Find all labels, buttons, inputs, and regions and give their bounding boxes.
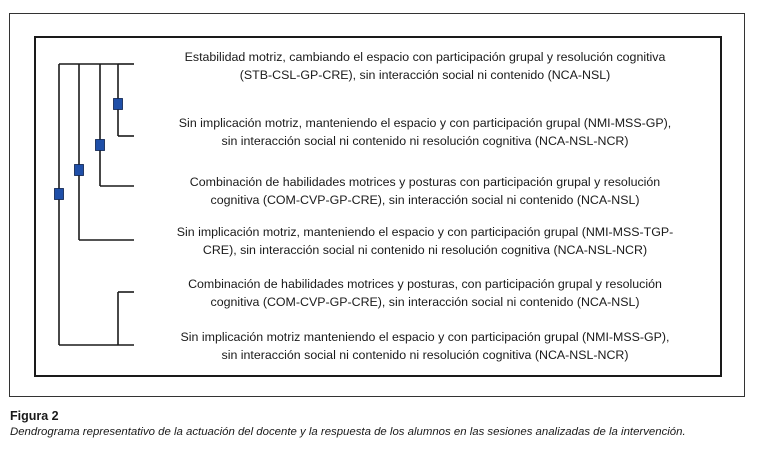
- leaf-label-6: [140, 328, 710, 364]
- leaf-label-4: [140, 223, 710, 259]
- leaf-label-3: [140, 173, 710, 209]
- leaf-label-6-line1: Sin implicación motriz manteniendo el espacio y con participación grupal (NMI-MSS-GP),: [180, 330, 670, 344]
- leaf-label-5-line1: Combinación de habilidades motrices y posturas, con participación grupal y resolución: [188, 277, 662, 291]
- leaf-label-1-line1: Estabilidad motriz, cambiando el espacio con participación grupal y resolución cognitiva: [184, 50, 666, 64]
- leaf-label-2-line2: sin interacción social ni contenido ni resolución cognitiva (NCA-NSL-NCR): [221, 134, 629, 148]
- leaf-label-3-line2: cognitiva (COM-CVP-GP-CRE), sin interacción social ni contenido (NCA-NSL): [210, 193, 640, 207]
- leaf-label-2-line1: Sin implicación motriz, manteniendo el espacio y con participación grupal (NMI-MSS-GP),: [178, 116, 672, 130]
- node-marker-4: [55, 189, 64, 200]
- leaf-label-1: [140, 48, 710, 84]
- leaf-label-2: [140, 114, 710, 150]
- node-marker-1: [114, 99, 123, 110]
- node-marker-2: [96, 140, 105, 151]
- leaf-label-5: [140, 275, 710, 311]
- leaf-label-3-line1: Combinación de habilidades motrices y posturas con participación grupal y resolución: [189, 175, 661, 189]
- figure-caption: Dendrograma representativo de la actuación del docente y la respuesta de los alumnos en las sesiones analizadas de la intervención.: [10, 426, 686, 438]
- leaf-label-5-line2: cognitiva (COM-CVP-GP-CRE), sin interacción social ni contenido (NCA-NSL): [210, 295, 640, 309]
- leaf-label-4-line1: Sin implicación motriz, manteniendo el espacio y con participación grupal (NMI-MSS-TGP-: [176, 225, 674, 239]
- figure-label: Figura 2: [10, 409, 59, 423]
- leaf-label-4-line2: CRE), sin interacción social ni contenido ni resolución cognitiva (NCA-NSL-NCR): [202, 243, 648, 257]
- leaf-label-6-line2: sin interacción social ni contenido ni resolución cognitiva (NCA-NSL-NCR): [221, 348, 629, 362]
- leaf-label-1-line2: (STB-CSL-GP-CRE), sin interacción social ni contenido (NCA-NSL): [239, 68, 611, 82]
- node-marker-3: [75, 165, 84, 176]
